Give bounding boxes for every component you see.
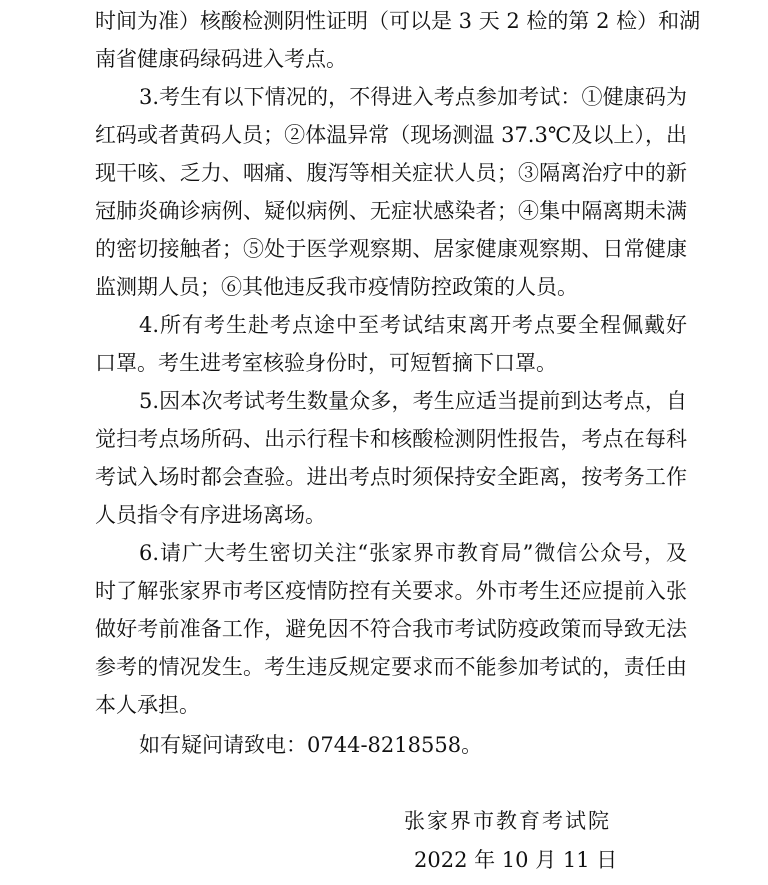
signature-organization: 张家界市教育考试院 (404, 809, 611, 833)
paragraph-3-line-2: 红码或者黄码人员；②体温异常（现场测温 37.3℃及以上），出 (95, 123, 687, 147)
paragraph-2-line-2: 南省健康码绿码进入考点。 (95, 47, 347, 71)
paragraph-6-line-2: 时了解张家界市考区疫情防控有关要求。外市考生还应提前入张 (95, 579, 687, 603)
paragraph-2-line-1: 时间为准）核酸检测阴性证明（可以是 3 天 2 检的第 2 检）和湖 (95, 9, 701, 33)
paragraph-4-line-2: 口罩。考生进考室核验身份时，可短暂摘下口罩。 (95, 351, 557, 375)
paragraph-6-line-4: 参考的情况发生。考生违反规定要求而不能参加考试的，责任由 (95, 655, 687, 679)
paragraph-3-line-5: 的密切接触者；⑤处于医学观察期、居家健康观察期、日常健康 (95, 237, 687, 261)
paragraph-5-line-3: 考试入场时都会查验。进出考点时须保持安全距离，按考务工作 (95, 465, 687, 489)
paragraph-4-line-1: 4.所有考生赴考点途中至考试结束离开考点要全程佩戴好 (139, 313, 687, 337)
paragraph-3-line-6: 监测期人员；⑥其他违反我市疫情防控政策的人员。 (95, 275, 578, 299)
paragraph-6-line-5: 本人承担。 (95, 693, 200, 717)
paragraph-3-line-4: 冠肺炎确诊病例、疑似病例、无症状感染者；④集中隔离期未满 (95, 199, 687, 223)
paragraph-3-line-1: 3.考生有以下情况的，不得进入考点参加考试：①健康码为 (139, 85, 687, 109)
paragraph-5-line-2: 觉扫考点场所码、出示行程卡和核酸检测阴性报告，考点在每科 (95, 427, 687, 451)
paragraph-6-line-1: 6.请广大考生密切关注“张家界市教育局”微信公众号，及 (139, 541, 687, 565)
paragraph-5-line-1: 5.因本次考试考生数量众多，考生应适当提前到达考点，自 (139, 389, 687, 413)
paragraph-3-line-3: 现干咳、乏力、咽痛、腹泻等相关症状人员；③隔离治疗中的新 (95, 161, 687, 185)
contact-line: 如有疑问请致电：0744-8218558。 (139, 733, 483, 757)
signature-date: 2022 年 10 月 11 日 (414, 848, 618, 872)
paragraph-6-line-3: 做好考前准备工作，避免因不符合我市考试防疫政策而导致无法 (95, 617, 687, 641)
paragraph-5-line-4: 人员指令有序进场离场。 (95, 503, 326, 527)
